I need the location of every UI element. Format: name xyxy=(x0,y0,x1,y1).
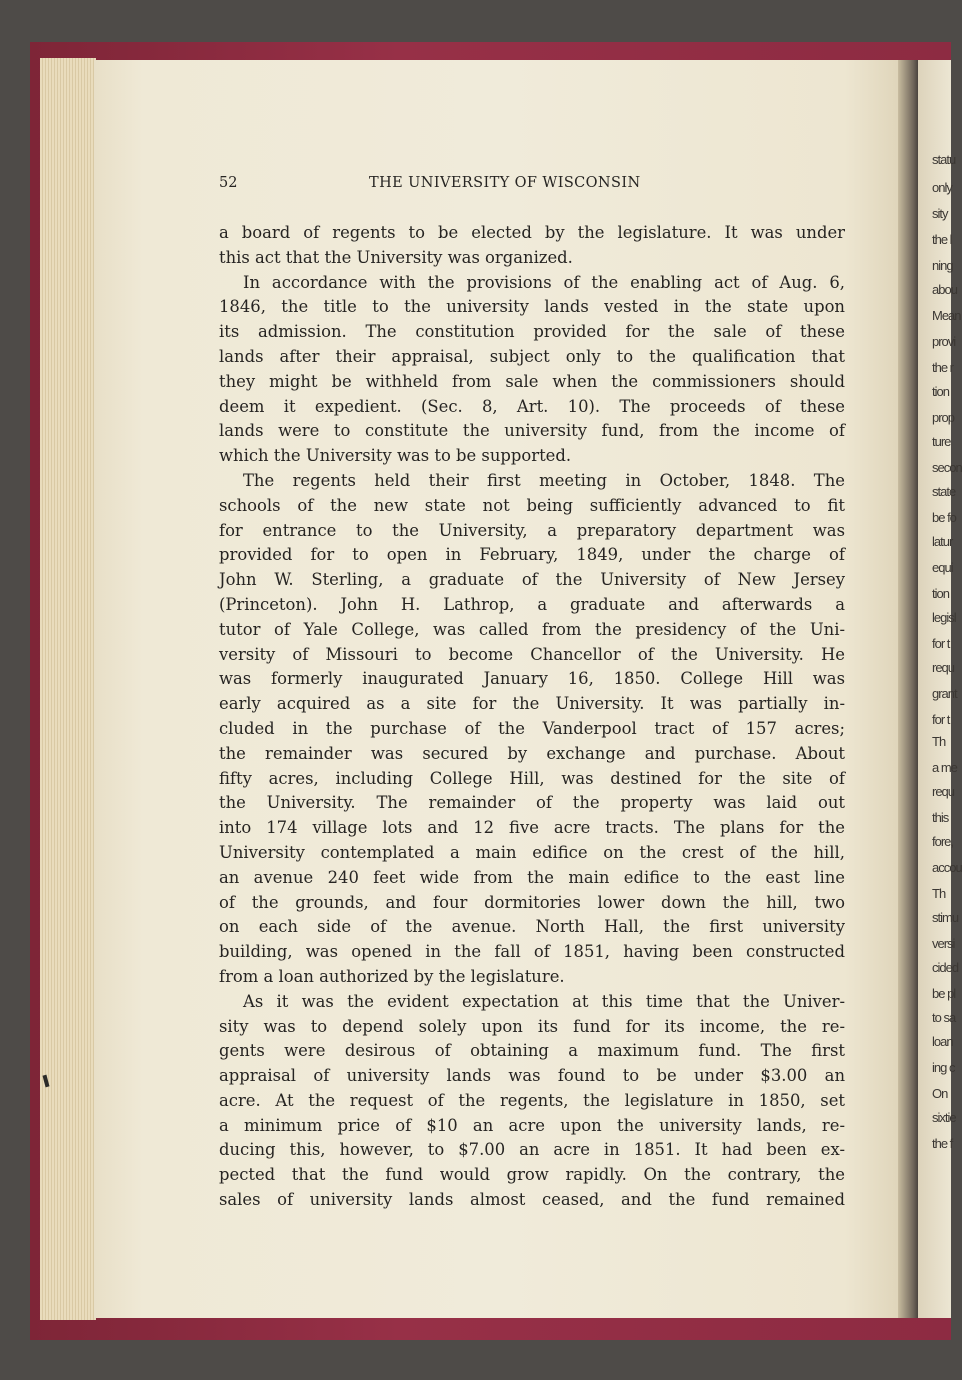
facing-page-fragment: grant xyxy=(932,686,957,701)
text-line: As it was the evident expectation at this time that the Univer- xyxy=(243,991,845,1011)
facing-page-fragment: abou xyxy=(932,282,957,297)
facing-page-fragment: Mean xyxy=(932,308,961,323)
facing-page-fragment: ning xyxy=(932,258,953,273)
text-line: pected that the fund would grow rapidly. On the contrary, the xyxy=(219,1165,845,1185)
text-line: The regents held their first meeting in October, 1848. The xyxy=(243,470,845,490)
text-line: from a loan authorized by the legislature. xyxy=(219,966,565,986)
text-line: acre. At the request of the regents, the legislature in 1850, set xyxy=(219,1090,845,1110)
page-edges xyxy=(40,58,96,1320)
text-line: versity of Missouri to become Chancellor of the University. He xyxy=(219,644,845,664)
facing-page-fragment: On xyxy=(932,1086,948,1101)
facing-page-fragment: secon xyxy=(932,460,962,475)
facing-page-fragment: Th xyxy=(932,734,946,749)
text-line: In accordance with the provisions of the enabling act of Aug. 6, xyxy=(243,272,845,292)
facing-page-fragment: versi xyxy=(932,936,955,951)
text-line: gents were desirous of obtaining a maximum fund. The first xyxy=(219,1041,845,1061)
facing-page-fragment: stimu xyxy=(932,910,959,925)
facing-page-fragment: the r xyxy=(932,360,954,375)
text-line: schools of the new state not being sufficiently advanced to fit xyxy=(219,495,845,515)
facing-page-fragment: loan xyxy=(932,1034,953,1049)
facing-page-fragment: the l xyxy=(932,232,952,247)
text-line: they might be withheld from sale when the commissioners should xyxy=(219,371,845,391)
text-line: lands after their appraisal, subject only to the qualification that xyxy=(219,346,845,366)
facing-page-fragment: state xyxy=(932,484,956,499)
facing-page-fragment: sity xyxy=(932,206,948,221)
text-line: provided for to open in February, 1849, under the charge of xyxy=(219,545,845,565)
facing-page-fragment: be fo xyxy=(932,510,956,525)
facing-page-fragment: statu xyxy=(932,152,956,167)
text-line: lands were to constitute the university fund, from the income of xyxy=(219,421,845,441)
text-line: cluded in the purchase of the Vanderpool tract of 157 acres; xyxy=(219,718,845,738)
facing-page-fragment: tion xyxy=(932,384,949,399)
facing-page-fragment: only xyxy=(932,180,952,195)
text-line: its admission. The constitution provided for the sale of these xyxy=(219,322,845,342)
text-line: tutor of Yale College, was called from the presidency of the Uni- xyxy=(219,619,845,639)
text-line: this act that the University was organized. xyxy=(219,247,573,267)
facing-page-fragment: for t xyxy=(932,636,950,651)
facing-page-fragment: legisl xyxy=(932,610,956,625)
running-title: THE UNIVERSITY OF WISCONSIN xyxy=(369,175,641,191)
text-line: University contemplated a main edifice on the crest of the hill, xyxy=(219,842,845,862)
text-line: an avenue 240 feet wide from the main edifice to the east line xyxy=(219,867,845,887)
body-text xyxy=(219,221,845,1213)
text-line: (Princeton). John H. Lathrop, a graduate and afterwards a xyxy=(219,594,845,614)
text-line: sales of university lands almost ceased, and the fund remained xyxy=(219,1190,845,1210)
facing-page-fragment: ing c xyxy=(932,1060,955,1075)
facing-page-fragment: the f xyxy=(932,1136,953,1151)
facing-page-fragment: ture xyxy=(932,434,951,449)
facing-page-fragment: a me xyxy=(932,760,957,775)
text-line: was formerly inaugurated January 16, 1850. College Hill was xyxy=(219,669,845,689)
text-line: sity was to depend solely upon its fund for its income, the re- xyxy=(219,1016,845,1036)
facing-page-fragment: requ xyxy=(932,660,955,675)
text-line: early acquired as a site for the University. It was partially in- xyxy=(219,694,845,714)
text-line: appraisal of university lands was found to be under $3.00 an xyxy=(219,1066,845,1086)
facing-page-fragment: provi xyxy=(932,334,956,349)
text-line: the remainder was secured by exchange and purchase. About xyxy=(219,743,845,763)
page-header xyxy=(219,175,684,197)
facing-page-fragment: prop xyxy=(932,410,955,425)
facing-page-fragment: to sa xyxy=(932,1010,956,1025)
text-line: building, was opened in the fall of 1851, having been constructed xyxy=(219,942,845,962)
facing-page-fragment: latur xyxy=(932,534,953,549)
text-line: a minimum price of $10 an acre upon the university lands, re- xyxy=(219,1115,845,1135)
text-line: into 174 village lots and 12 five acre tracts. The plans for the xyxy=(219,818,845,838)
facing-page-fragment: cided xyxy=(932,960,959,975)
facing-page-fragment: sixtie xyxy=(932,1110,956,1125)
facing-page-fragment: fore, xyxy=(932,834,954,849)
facing-page-fragment: tion xyxy=(932,586,949,601)
facing-page-fragment: be pl xyxy=(932,986,956,1001)
text-line: for entrance to the University, a preparatory department was xyxy=(219,520,845,540)
book-gutter xyxy=(898,60,920,1318)
text-line: fifty acres, including College Hill, was destined for the site of xyxy=(219,768,845,788)
text-line: a board of regents to be elected by the legislature. It was under xyxy=(219,223,845,242)
facing-page-fragment: requ xyxy=(932,784,955,799)
text-line: the University. The remainder of the property was laid out xyxy=(219,793,845,813)
facing-page-fragment: accou xyxy=(932,860,962,875)
facing-page-fragment: Th xyxy=(932,886,946,901)
text-line: 1846, the title to the university lands vested in the state upon xyxy=(219,297,845,317)
text-line: of the grounds, and four dormitories lower down the hill, two xyxy=(219,892,845,912)
facing-page-fragment: equi xyxy=(932,560,953,575)
facing-page-edge xyxy=(918,60,962,1318)
text-line: which the University was to be supported. xyxy=(219,446,572,466)
text-line: on each side of the avenue. North Hall, the first university xyxy=(219,917,845,937)
facing-page-fragment: for t xyxy=(932,712,950,727)
page-number: 52 xyxy=(219,175,238,191)
facing-page-fragment: this xyxy=(932,810,949,825)
text-line: John W. Sterling, a graduate of the University of New Jersey xyxy=(219,570,845,590)
text-line: deem it expedient. (Sec. 8, Art. 10). The proceeds of these xyxy=(219,396,845,416)
text-line: ducing this, however, to $7.00 an acre in 1851. It had been ex- xyxy=(219,1140,845,1160)
